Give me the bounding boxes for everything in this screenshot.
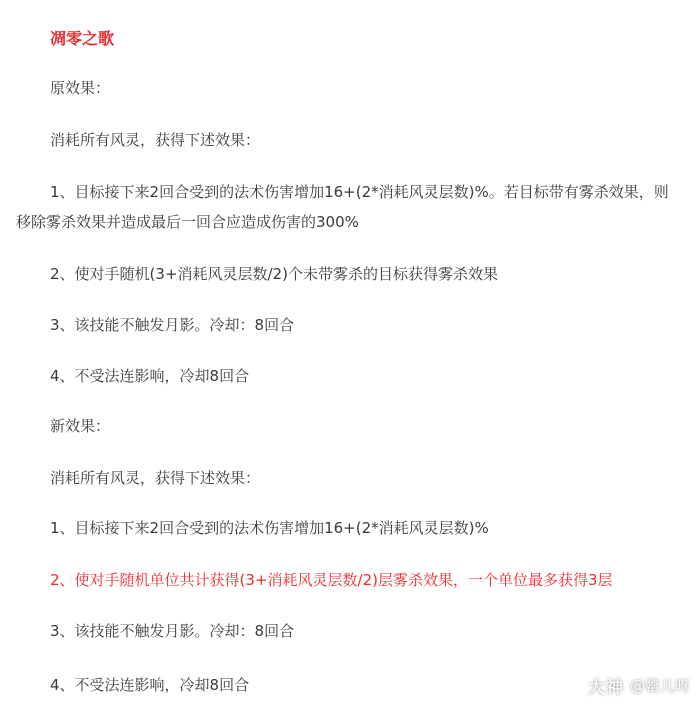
watermark: [588, 673, 690, 698]
new-effect-heading: 新效果：: [50, 417, 111, 435]
paragraph: 3、该技能不触发月影。冷却：8回合: [50, 622, 295, 640]
highlighted-change-paragraph: 2、使对手随机单位共计获得(3+消耗风灵层数/2)层雾杀效果，一个单位最多获得3层: [50, 571, 613, 589]
paragraph: 2、使对手随机(3+消耗风灵层数/2)个未带雾杀的目标获得雾杀效果: [50, 265, 498, 283]
paragraph: 1、目标接下来2回合受到的法术伤害增加16+(2*消耗风灵层数)%: [50, 519, 489, 537]
paragraph: 消耗所有风灵，获得下述效果：: [50, 469, 261, 487]
watermark-user: @鳖儿呀: [629, 677, 690, 695]
paragraph: 1、目标接下来2回合受到的法术伤害增加16+(2*消耗风灵层数)%。若目标带有雾杀效果，则移除雾杀效果并造成最后一回合应造成伤害的300%: [16, 183, 669, 231]
paragraph: 4、不受法连影响，冷却8回合: [50, 676, 250, 694]
article-title: 凋零之歌: [50, 29, 115, 48]
paragraph: 消耗所有风灵，获得下述效果：: [50, 131, 261, 149]
paragraph: 4、不受法连影响，冷却8回合: [50, 367, 250, 385]
watermark-logo: 大神: [587, 678, 624, 698]
paragraph: 3、该技能不触发月影。冷却：8回合: [50, 316, 295, 334]
original-effect-heading: 原效果：: [50, 79, 111, 97]
